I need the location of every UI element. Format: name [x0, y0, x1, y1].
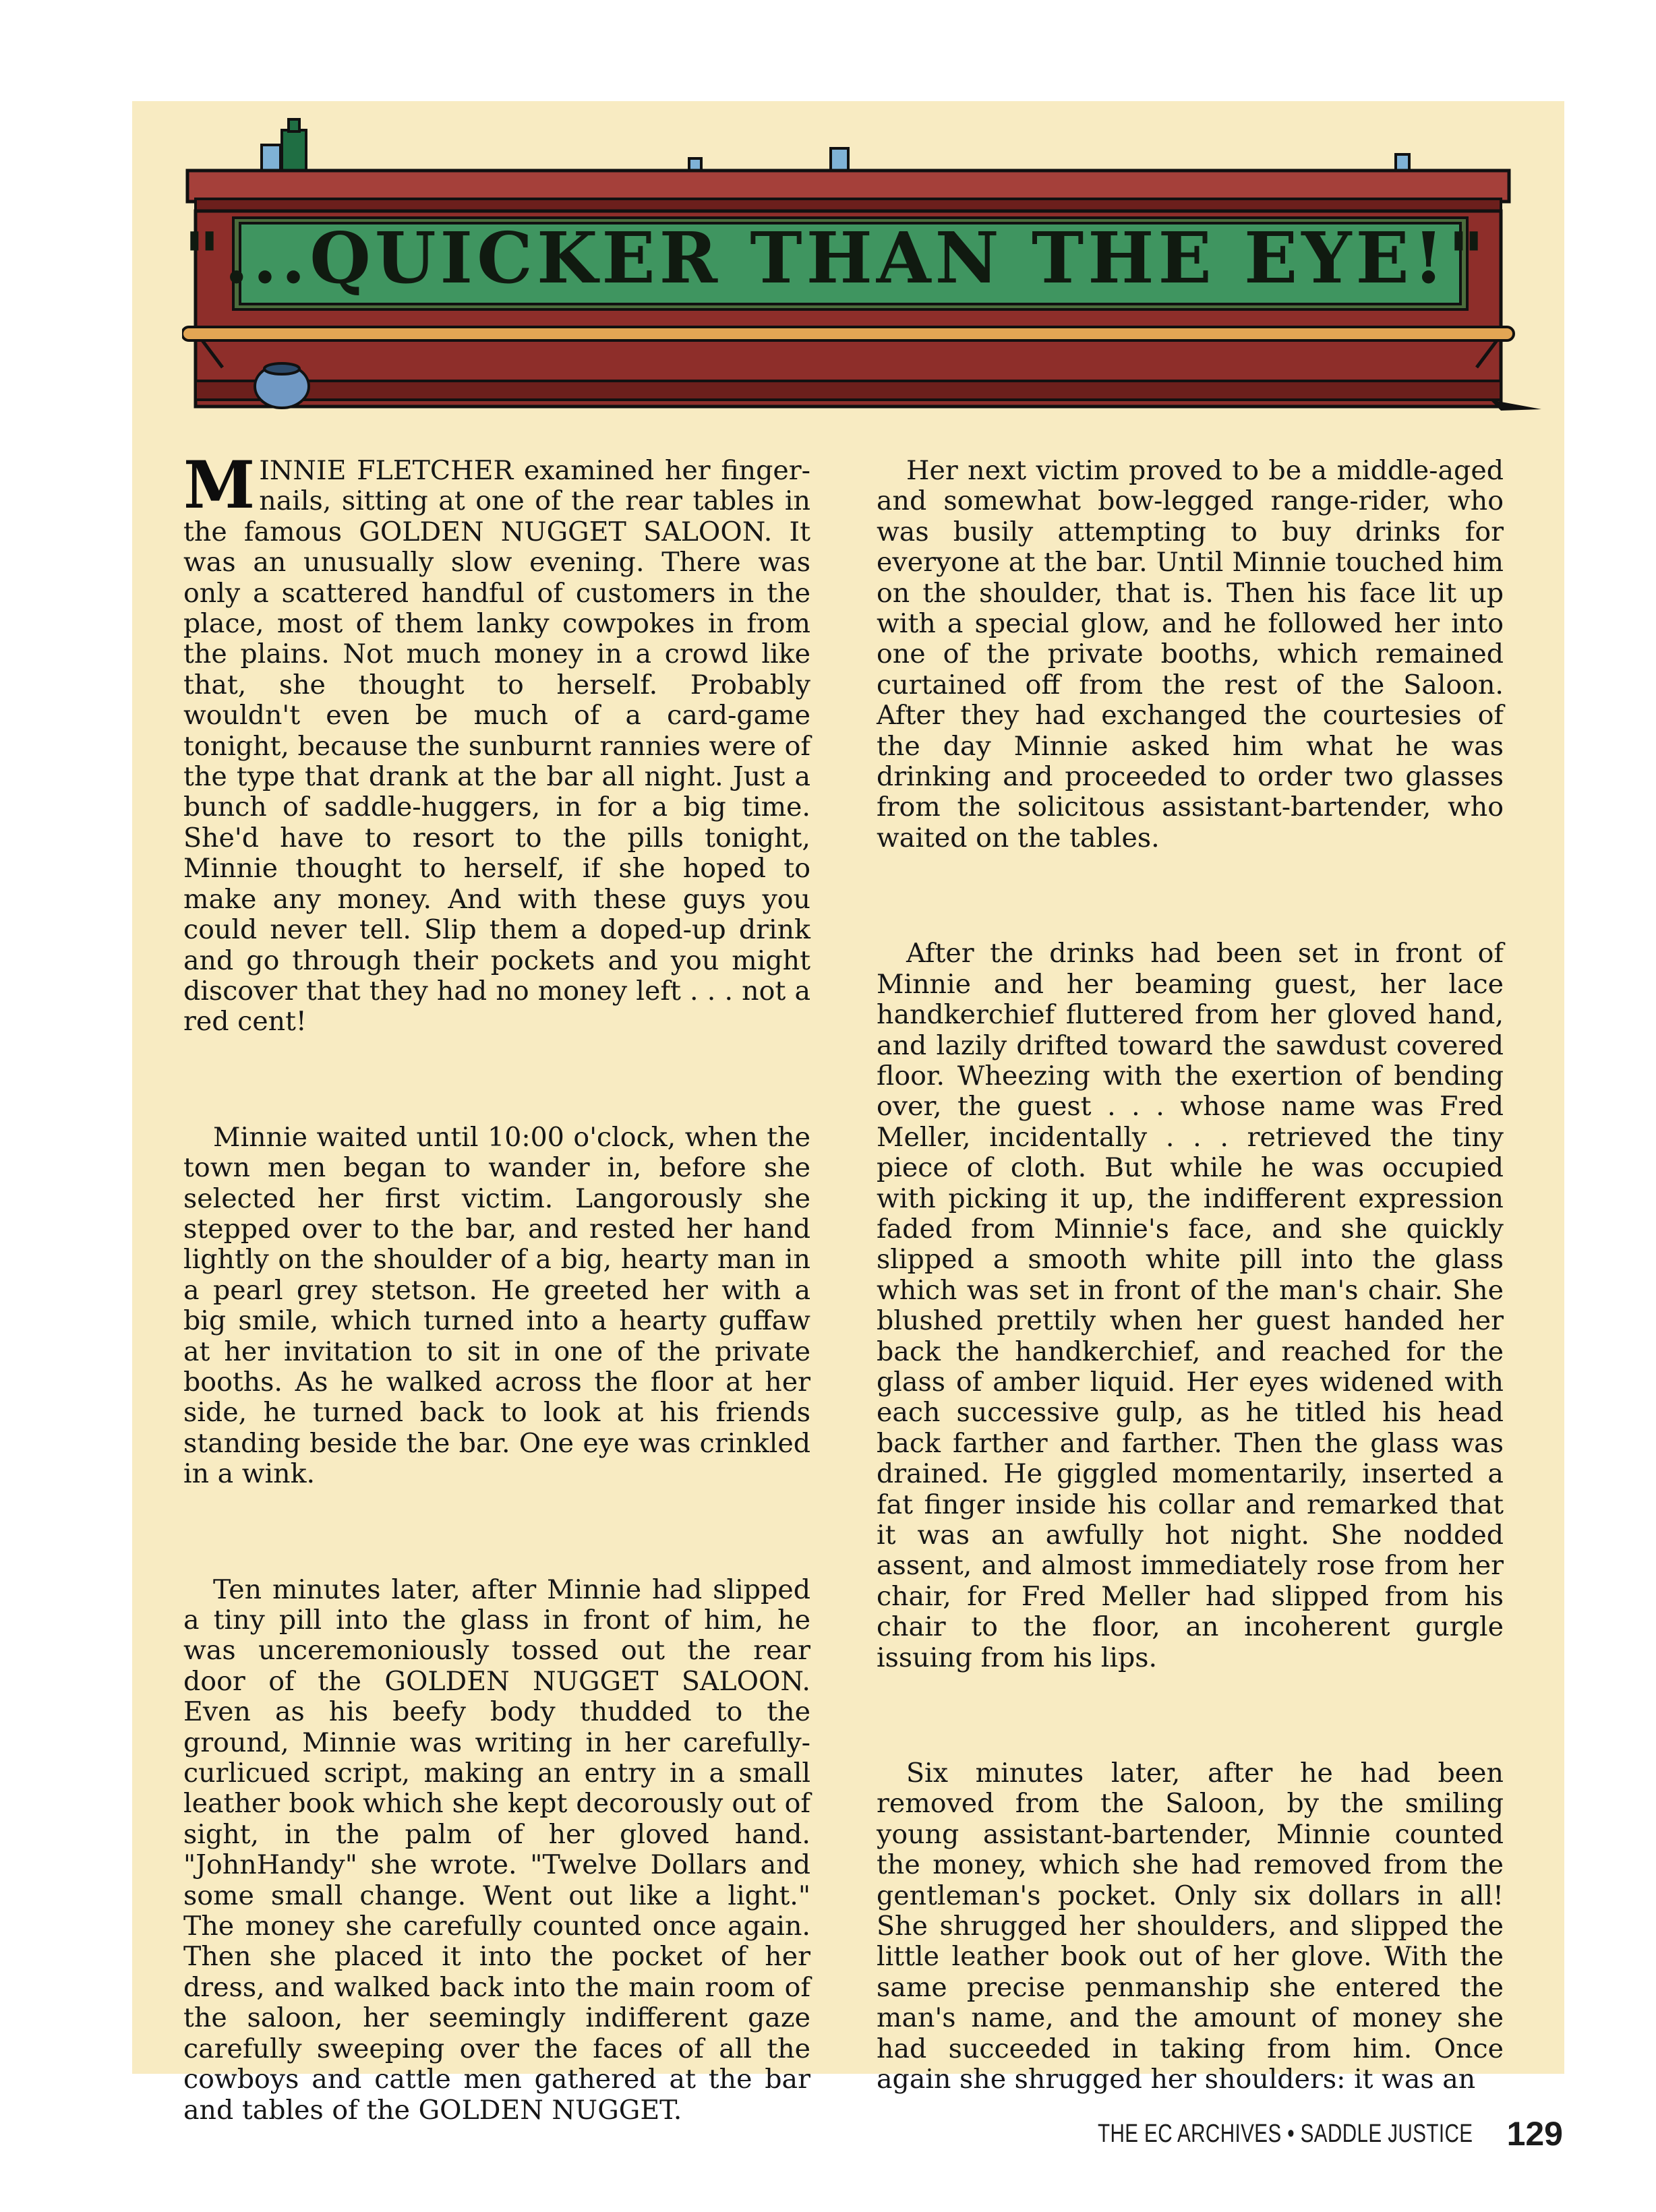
right-text-column [877, 456, 1504, 2180]
paragraph: After the drinks had been set in front of Minnie and her beaming guest, her lace handkerchief fluttered from her gloved hand, and lazily drifted toward the sawdust covered floor. Wheezing with the exertion of bending over, the guest . . . whose name was Fred Meller, incidentally . . . retrieved the tiny piece of cloth. But while he was occupied with picking it up, the indifferent expression faded from Minnie's face, and she quickly slipped a smooth white pill into the glass which was set in front of the man's chair. She blushed prettily when her guest handed her back the handkerchief, and reached for the glass of amber liquid. Her eyes widened with each successive gulp, as he titled his head back farther and farther. Then the glass was drained. He giggled momentarily, inserted a fat finger inside his collar and remarked that it was an awfully hot night. She nodded assent, and almost immediately rose from her chair, for Fred Meller had slipped from his chair to the floor, an incoherent gurgle issuing from his lips. [877, 938, 1504, 1673]
paragraph: Ten minutes later, after Minnie had slipped a tiny pill into the glass in front of him, he was unceremoniously tossed out the rear door of the GOLDEN NUGGET SALOON. Even as his beefy body thudded to the ground, Minnie was writing in her carefully-curlicued script, making an entry in a small leather book which she kept decorously out of sight, in the palm of her gloved hand. "JohnHandy" she wrote. "Twelve Dollars and some small change. Went out like a light." The money she carefully counted once again. Then she placed it into the pocket of her dress, and walked back into the main room of the saloon, her seemingly indifferent gaze carefully sweeping over the faces of all the cowboys and cattle men gathered at the bar and tables of the GOLDEN NUGGET. [183, 1574, 810, 2126]
paragraph: Minnie waited until 10:00 o'clock, when the town men began to wander in, before she selected her first victim. Langorously she stepped over to the bar, and rested her hand lightly on the shoulder of a big, hearty man in a pearl grey stetson. He greeted her with a big smile, which turned into a hearty guffaw at her invitation to sit in one of the private booths. As he walked across the floor at her side, he turned back to look at his friends standing beside the bar. One eye was crinkled in a wink. [183, 1121, 810, 1490]
paragraph: Six minutes later, after he had been removed from the Saloon, by the smiling young assistant-bartender, Minnie counted the money, which she had removed from the gentleman's pocket. Only six dollars in all! She shrugged her shoulders, and slipped the little leather book out of her glove. With the same precise penmanship she entered the man's name, and the amount of money she had succeeded in taking from him. Once again she shrugged her shoulders: it was an [877, 1758, 1504, 2095]
glass-icon [262, 145, 280, 172]
paragraph-text: INNIE FLETCHER examined her finger-nails, sitting at one of the rear tables in the famous GOLDEN NUGGET SALOON. It was an unusually slow evening. There was only a scattered handful of customers in the place, most of them lanky cowpokes in from the plains. Not much money in a crowd like that, she thought to herself. Probably wouldn't even be much of a card-game tonight, because the sunburnt rannies were of the type that drank at the bar all night. Just a bunch of saddle-huggers, in for a big time. She'd have to resort to the pills tonight, Minnie thought to herself, if she hoped to make any money. And with these guys you could never tell. Slip them a doped-up drink and go through their pockets and you might discover that they had no money left . . . not a red cent! [183, 455, 810, 1038]
paragraph: Her next victim proved to be a middle-aged and somewhat bow-legged range-rider, who was busily attempting to buy drinks for everyone at the bar. Until Minnie touched him on the shoulder, that is. Then his face lit up with a special glow, and he followed her into one of the private booths, which remained curtained off from the rest of the Saloon. After they had exchanged the courtesies of the day Minnie asked him what he was drinking and proceeded to order two glasses from the solicitous assistant-bartender, who waited on the tables. [877, 455, 1504, 854]
paragraph [183, 447, 810, 1038]
glass-icon [831, 148, 848, 171]
story-title: "...QUICKER THAN THE EYE!" [183, 216, 1489, 299]
series-title: THE EC ARCHIVES • SADDLE JUSTICE [1098, 2119, 1473, 2148]
drop-cap: M [183, 447, 256, 523]
left-text-column [183, 447, 810, 2211]
page-footer [992, 2114, 1563, 2153]
page-number: 129 [1506, 2115, 1563, 2153]
bottle-icon [282, 119, 306, 172]
spittoon-icon [255, 363, 309, 408]
